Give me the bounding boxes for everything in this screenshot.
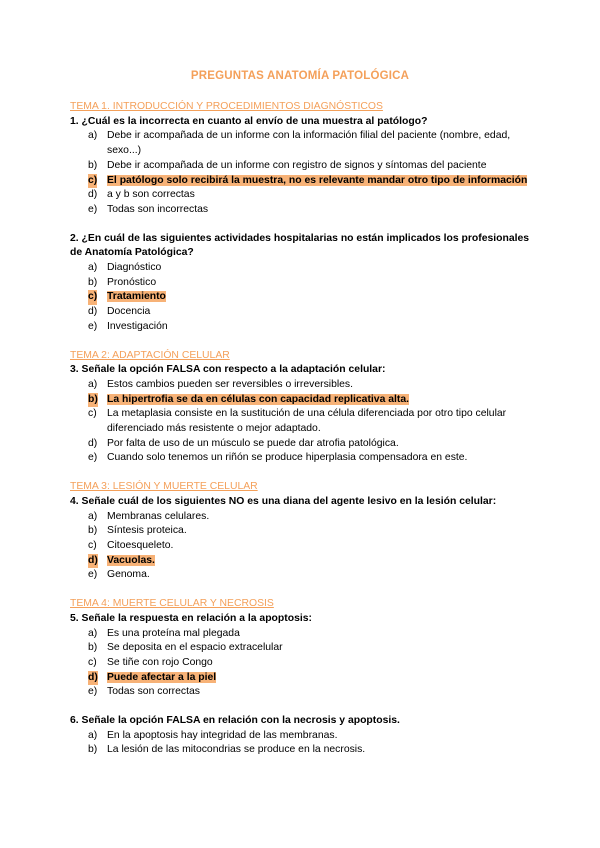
option-text-highlighted: La hipertrofia se da en células con capacidad replicativa alta. bbox=[107, 393, 410, 405]
option-item-correct bbox=[88, 290, 540, 305]
document-body bbox=[70, 100, 540, 758]
option-letter: b) bbox=[88, 393, 98, 408]
option-text: Genoma. bbox=[107, 569, 150, 581]
option-item bbox=[88, 641, 540, 656]
option-text: Se deposita en el espacio extracelular bbox=[107, 642, 283, 654]
option-letter: c) bbox=[88, 656, 97, 668]
option-text: Pronóstico bbox=[107, 276, 157, 288]
option-letter: d) bbox=[88, 437, 98, 449]
option-item bbox=[88, 159, 540, 174]
option-text: Por falta de uso de un músculo se puede dar atrofia patológica. bbox=[107, 437, 399, 449]
option-letter: c) bbox=[88, 539, 97, 551]
option-letter: e) bbox=[88, 320, 98, 332]
option-letter: d) bbox=[88, 554, 98, 569]
option-text-highlighted: Tratamiento bbox=[107, 291, 166, 303]
option-letter: a) bbox=[88, 130, 98, 142]
option-letter: b) bbox=[88, 744, 98, 756]
option-letter: c) bbox=[88, 290, 97, 305]
option-text-highlighted: Vacuolas. bbox=[107, 554, 155, 566]
option-text: Síntesis proteica. bbox=[107, 525, 187, 537]
option-text: Cuando solo tenemos un riñón se produce hiperplasia compensadora en este. bbox=[107, 452, 468, 464]
option-letter: b) bbox=[88, 642, 98, 654]
section-title: TEMA 3: LESIÓN Y MUERTE CELULAR bbox=[70, 481, 258, 493]
option-text: Membranas celulares. bbox=[107, 510, 210, 522]
option-letter: a) bbox=[88, 378, 98, 390]
option-item bbox=[88, 656, 540, 671]
option-item bbox=[88, 276, 540, 291]
option-letter: e) bbox=[88, 452, 98, 464]
spacer bbox=[70, 700, 540, 714]
option-text-highlighted: Puede afectar a la piel bbox=[107, 671, 217, 683]
option-text: Docencia bbox=[107, 306, 151, 318]
option-item bbox=[88, 627, 540, 642]
option-item-correct bbox=[88, 554, 540, 569]
option-item bbox=[88, 378, 540, 393]
option-item-correct bbox=[88, 671, 540, 686]
option-letter: e) bbox=[88, 203, 98, 215]
question-text: 4. Señale cuál de los siguientes NO es una diana del agente lesivo en la lesión celular: bbox=[70, 495, 497, 507]
option-letter: b) bbox=[88, 159, 98, 171]
option-letter: e) bbox=[88, 686, 98, 698]
option-letter: e) bbox=[88, 569, 98, 581]
option-item bbox=[88, 261, 540, 276]
options-list bbox=[70, 510, 540, 584]
section-title: TEMA 4: MUERTE CELULAR Y NECROSIS bbox=[70, 598, 274, 610]
option-item bbox=[88, 203, 540, 218]
option-text: Debe ir acompañada de un informe con la información filial del paciente (nombre, edad, sexo...) bbox=[107, 130, 511, 157]
question-text: 3. Señale la opción FALSA con respecto a la adaptación celular: bbox=[70, 364, 386, 376]
options-list bbox=[70, 627, 540, 701]
option-letter: b) bbox=[88, 276, 98, 288]
option-item bbox=[88, 568, 540, 583]
option-text: Debe ir acompañada de un informe con registro de signos y síntomas del paciente bbox=[107, 159, 487, 171]
option-item bbox=[88, 539, 540, 554]
option-text: Todas son correctas bbox=[107, 686, 200, 698]
option-item bbox=[88, 510, 540, 525]
option-item bbox=[88, 188, 540, 203]
options-list bbox=[70, 729, 540, 758]
option-item-correct bbox=[88, 393, 540, 408]
options-list bbox=[70, 261, 540, 335]
option-text: Diagnóstico bbox=[107, 262, 162, 274]
options-list bbox=[70, 129, 540, 217]
option-text: La lesión de las mitocondrias se produce en la necrosis. bbox=[107, 744, 366, 756]
spacer bbox=[70, 583, 540, 597]
option-text: Citoesqueleto. bbox=[107, 539, 174, 551]
option-letter: c) bbox=[88, 174, 97, 189]
option-text-highlighted: El patólogo solo recibirá la muestra, no es relevante mandar otro tipo de información bbox=[107, 174, 528, 186]
option-text: Todas son incorrectas bbox=[107, 203, 209, 215]
options-list bbox=[70, 378, 540, 466]
option-letter: d) bbox=[88, 306, 98, 318]
option-item bbox=[88, 305, 540, 320]
option-item bbox=[88, 451, 540, 466]
section-title: TEMA 2: ADAPTACIÓN CELULAR bbox=[70, 349, 230, 361]
option-letter: a) bbox=[88, 627, 98, 639]
question-text: 5. Señale la respuesta en relación a la apoptosis: bbox=[70, 612, 312, 624]
option-item bbox=[88, 407, 540, 436]
option-item-correct bbox=[88, 174, 540, 189]
spacer bbox=[70, 335, 540, 349]
option-letter: d) bbox=[88, 189, 98, 201]
option-letter: d) bbox=[88, 671, 98, 686]
option-letter: a) bbox=[88, 510, 98, 522]
option-item bbox=[88, 129, 540, 158]
option-letter: c) bbox=[88, 408, 97, 420]
option-item bbox=[88, 437, 540, 452]
option-text: Estos cambios pueden ser reversibles o irreversibles. bbox=[107, 378, 354, 390]
question-text: 1. ¿Cuál es la incorrecta en cuanto al envío de una muestra al patólogo? bbox=[70, 115, 428, 127]
question-text: 6. Señale la opción FALSA en relación con la necrosis y apoptosis. bbox=[70, 715, 400, 727]
spacer bbox=[70, 466, 540, 480]
option-letter: a) bbox=[88, 729, 98, 741]
option-letter: a) bbox=[88, 262, 98, 274]
option-item bbox=[88, 729, 540, 744]
option-item bbox=[88, 685, 540, 700]
section-title: TEMA 1. INTRODUCCIÓN Y PROCEDIMIENTOS DIAGNÓSTICOS bbox=[70, 101, 383, 112]
option-letter: b) bbox=[88, 525, 98, 537]
option-text: Investigación bbox=[107, 320, 168, 332]
option-text: En la apoptosis hay integridad de las membranas. bbox=[107, 729, 338, 741]
option-item bbox=[88, 524, 540, 539]
question-text: 2. ¿En cuál de las siguientes actividades hospitalarias no están implicados los profesionales de Anatomía Patológica? bbox=[70, 232, 530, 259]
option-item bbox=[88, 320, 540, 335]
document-title: PREGUNTAS ANATOMÍA PATOLÓGICA bbox=[190, 70, 410, 82]
option-text: Es una proteína mal plegada bbox=[107, 627, 240, 639]
spacer bbox=[70, 218, 540, 232]
option-text: La metaplasia consiste en la sustitución de una célula diferenciada por otro tipo celular diferenciado más resistente o mejor adaptado. bbox=[107, 408, 507, 435]
option-text: a y b son correctas bbox=[107, 189, 195, 201]
option-item bbox=[88, 743, 540, 758]
option-text: Se tiñe con rojo Congo bbox=[107, 656, 213, 668]
